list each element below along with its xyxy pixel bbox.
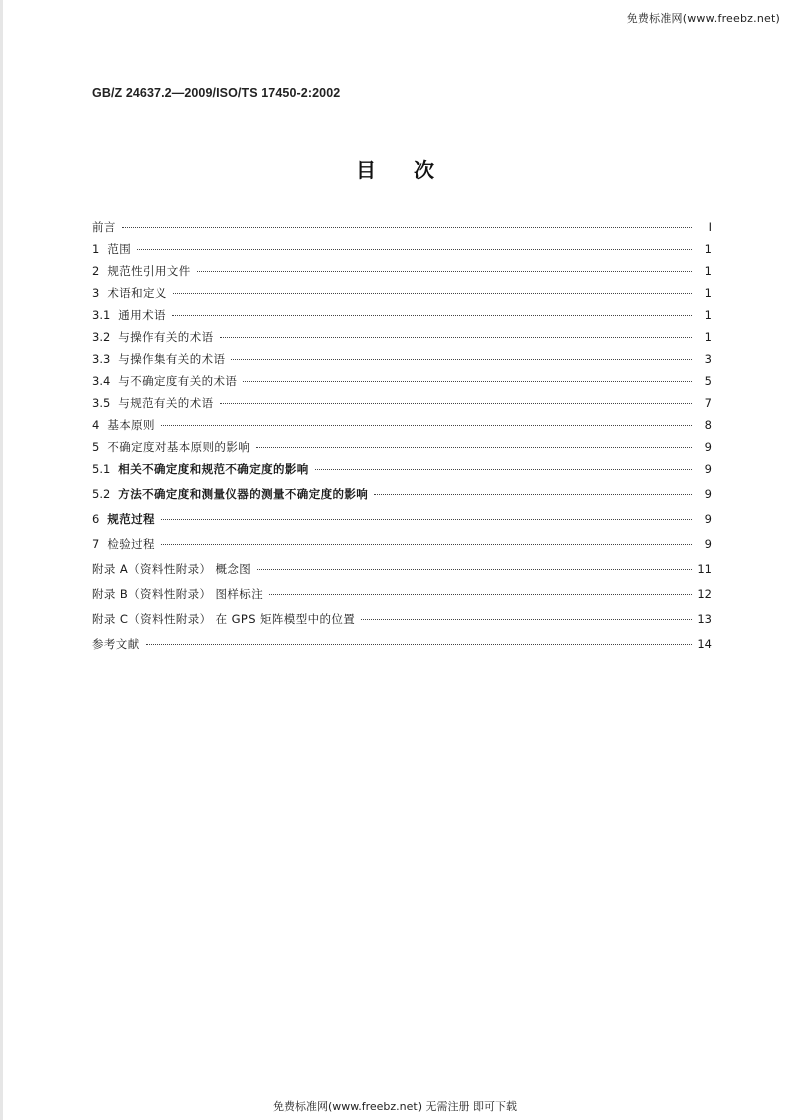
toc-entry-label: 范围 bbox=[107, 242, 132, 256]
toc-page-number: 1 bbox=[704, 264, 712, 278]
toc-leader-dots bbox=[137, 248, 692, 250]
toc-section-number: 3.3 bbox=[92, 352, 111, 366]
table-of-contents bbox=[92, 219, 712, 658]
toc-row-1[interactable] bbox=[92, 241, 712, 263]
toc-entry-label: 术语和定义 bbox=[107, 286, 167, 300]
toc-page-number: 5 bbox=[704, 374, 712, 388]
toc-entry-label: 规范性引用文件 bbox=[107, 264, 191, 278]
toc-entry-label: 附录 A（资料性附录） 概念图 bbox=[92, 562, 252, 576]
toc-leader-dots bbox=[161, 543, 692, 545]
toc-leader-dots bbox=[220, 402, 693, 404]
toc-row-annex-b[interactable] bbox=[92, 586, 712, 611]
toc-row-foreword[interactable] bbox=[92, 219, 712, 241]
toc-entry-label: 规范过程 bbox=[107, 512, 155, 526]
toc-leader-dots bbox=[161, 518, 692, 520]
toc-title: 目次 bbox=[356, 158, 472, 182]
toc-leader-dots bbox=[315, 468, 692, 470]
toc-entry-label: 通用术语 bbox=[118, 308, 166, 322]
toc-page-number: 12 bbox=[697, 587, 712, 601]
toc-page-number: 1 bbox=[704, 242, 712, 256]
toc-entry-label: 附录 C（资料性附录） 在 GPS 矩阵模型中的位置 bbox=[92, 612, 356, 626]
toc-section-number: 4 bbox=[92, 418, 100, 432]
toc-entry-label: 与操作集有关的术语 bbox=[118, 352, 226, 366]
toc-leader-dots bbox=[173, 292, 692, 294]
toc-page-number: 1 bbox=[704, 330, 712, 344]
toc-leader-dots bbox=[361, 618, 692, 620]
toc-section-number: 3.4 bbox=[92, 374, 111, 388]
toc-entry-label: 附录 B（资料性附录） 图样标注 bbox=[92, 587, 264, 601]
toc-page-number: 9 bbox=[704, 462, 712, 476]
toc-row-3-4[interactable] bbox=[92, 373, 712, 395]
toc-row-3[interactable] bbox=[92, 285, 712, 307]
toc-page-number: 7 bbox=[704, 396, 712, 410]
toc-section-number: 3.2 bbox=[92, 330, 111, 344]
toc-entry-label: 检验过程 bbox=[107, 537, 155, 551]
toc-section-number: 2 bbox=[92, 264, 100, 278]
toc-leader-dots bbox=[231, 358, 692, 360]
toc-entry-label: 不确定度对基本原则的影响 bbox=[107, 440, 251, 454]
toc-page-number: 13 bbox=[697, 612, 712, 626]
toc-entry-label: 前言 bbox=[92, 220, 116, 234]
toc-row-3-5[interactable] bbox=[92, 395, 712, 417]
toc-section-number: 5 bbox=[92, 440, 100, 454]
toc-page-number: 1 bbox=[704, 286, 712, 300]
toc-entry-label: 与规范有关的术语 bbox=[118, 396, 214, 410]
toc-page-number: 11 bbox=[697, 562, 712, 576]
toc-page-number: 9 bbox=[704, 487, 712, 501]
toc-row-bibliography[interactable] bbox=[92, 636, 712, 658]
toc-leader-dots bbox=[220, 336, 693, 338]
toc-section-number: 3 bbox=[92, 286, 100, 300]
toc-section-number: 5.1 bbox=[92, 462, 111, 476]
toc-section-number: 6 bbox=[92, 512, 100, 526]
toc-entry-label: 与不确定度有关的术语 bbox=[118, 374, 238, 388]
toc-row-5-2[interactable] bbox=[92, 486, 712, 511]
toc-row-7[interactable] bbox=[92, 536, 712, 561]
toc-leader-dots bbox=[122, 226, 692, 228]
toc-entry-label: 与操作有关的术语 bbox=[118, 330, 214, 344]
toc-leader-dots bbox=[146, 643, 692, 645]
toc-leader-dots bbox=[256, 446, 692, 448]
toc-section-number: 7 bbox=[92, 537, 100, 551]
toc-entry-label: 方法不确定度和测量仪器的测量不确定度的影响 bbox=[118, 487, 369, 501]
toc-page-number: 9 bbox=[704, 440, 712, 454]
toc-page-number: 8 bbox=[704, 418, 712, 432]
toc-entry-label: 相关不确定度和规范不确定度的影响 bbox=[118, 462, 309, 476]
toc-section-number: 5.2 bbox=[92, 487, 111, 501]
toc-page-number: 14 bbox=[697, 637, 712, 651]
toc-page-number: Ⅰ bbox=[708, 220, 712, 234]
toc-row-annex-a[interactable] bbox=[92, 561, 712, 586]
toc-section-number: 1 bbox=[92, 242, 100, 256]
toc-row-3-1[interactable] bbox=[92, 307, 712, 329]
toc-leader-dots bbox=[197, 270, 692, 272]
toc-row-5[interactable] bbox=[92, 439, 712, 461]
watermark-top: 免费标准网(www.freebz.net) bbox=[626, 12, 780, 25]
standard-code: GB/Z 24637.2—2009/ISO/TS 17450-2:2002 bbox=[92, 86, 341, 100]
toc-section-number: 3.5 bbox=[92, 396, 111, 410]
toc-row-3-2[interactable] bbox=[92, 329, 712, 351]
toc-page-number: 3 bbox=[704, 352, 712, 366]
toc-row-4[interactable] bbox=[92, 417, 712, 439]
toc-page-number: 9 bbox=[704, 537, 712, 551]
toc-section-number: 3.1 bbox=[92, 308, 111, 322]
toc-leader-dots bbox=[161, 424, 692, 426]
toc-row-annex-c[interactable] bbox=[92, 611, 712, 636]
toc-page-number: 1 bbox=[704, 308, 712, 322]
toc-page-number: 9 bbox=[704, 512, 712, 526]
toc-row-6[interactable] bbox=[92, 511, 712, 536]
toc-leader-dots bbox=[269, 593, 692, 595]
toc-leader-dots bbox=[172, 314, 692, 316]
toc-entry-label: 参考文献 bbox=[92, 637, 140, 651]
toc-leader-dots bbox=[374, 493, 692, 495]
toc-row-5-1[interactable] bbox=[92, 461, 712, 486]
toc-entry-label: 基本原则 bbox=[107, 418, 155, 432]
toc-row-3-3[interactable] bbox=[92, 351, 712, 373]
toc-leader-dots bbox=[257, 568, 692, 570]
toc-leader-dots bbox=[243, 380, 692, 382]
watermark-bottom: 免费标准网(www.freebz.net) 无需注册 即可下载 bbox=[272, 1100, 518, 1113]
toc-row-2[interactable] bbox=[92, 263, 712, 285]
